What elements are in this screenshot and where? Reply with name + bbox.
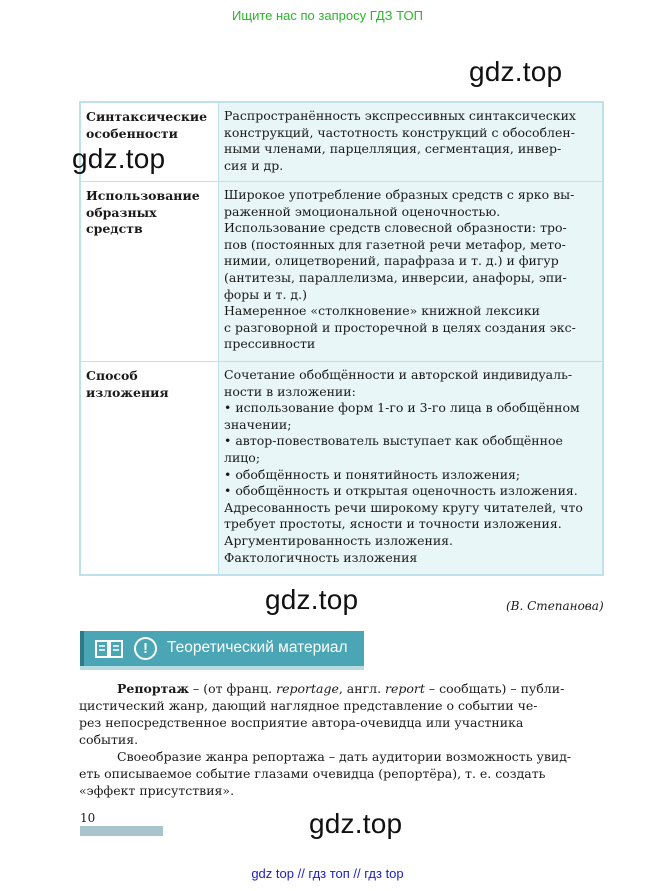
page-number-bar [80, 826, 163, 836]
paragraph: Своеобразие жанра репортажа – дать аудитории возможность увид- [117, 749, 572, 764]
row-label: Синтаксические особенности [81, 103, 219, 181]
exclamation-circle-icon: ! [134, 637, 157, 660]
table-row [81, 181, 602, 361]
watermark: gdz.top [309, 808, 403, 839]
paragraph: Репортаж – (от франц. reportage, англ. report – сообщать) – публи- [117, 681, 565, 696]
row-label: Использование образных средств [81, 182, 219, 361]
table-row [81, 361, 602, 574]
row-description: Широкое употребление образных средств с ярко вы- раженной эмоциональной оценочностью. Использование средств словесной образности: тро- пов (постоянных для газетной речи метафор, мето- нимии, олицетворений, парафраза и т. д.) и фигур (антитезы, параллелизма, инверсии, анафоры, эпи- форы и т. д.) Намеренное «столкновение» книжной лексики с разговорной и просторечной в целях создания экс- прессивности [219, 182, 602, 361]
header-underline [80, 666, 364, 670]
watermark: gdz.top [265, 584, 359, 615]
row-description: Распространённость экспрессивных синтаксических конструкций, частотность конструкций с обособлен- ными членами, парцелляция, сегментация, инвер- сия и др. [219, 103, 602, 181]
top-banner: Ищите нас по запросу ГДЗ ТОП [232, 8, 423, 23]
book-icon [94, 638, 124, 659]
bottom-banner: gdz top // гдз топ // гдз top [251, 866, 404, 881]
row-label: Способ изложения [81, 362, 219, 574]
theory-header [80, 631, 364, 666]
row-description: Сочетание обобщённости и авторской индивидуаль- ности в изложении: • использование форм 1-го и 3-го лица в обобщённом значении; • автор-повествователь выступает как обобщённое лицо; • обобщённость и понятийность изложения; • обобщённость и открытая оценочность изложения. Адресованность речи широкому кругу читателей, что требует простоты, ясности и точности изложения. Аргументированность изложения. Фактологичность изложения [219, 362, 602, 574]
author-credit: (В. Степанова) [506, 599, 604, 613]
page-number: 10 [80, 811, 96, 825]
watermark: gdz.top [72, 143, 166, 174]
section-title: Теоретический материал [167, 639, 348, 656]
theory-text: Репортаж – (от франц. reportage, англ. report – сообщать) – публи- цистический жанр, дающий наглядное представление о событии че- рез непосредственное восприятие автора-очевидца или участника события. Своеобразие жанра репортажа – дать аудитории возможность увид- еть описываемое событие глазами очевидца (репортёра), т. е. создать «эффект присутствия». [99, 680, 599, 799]
watermark: gdz.top [469, 56, 563, 87]
